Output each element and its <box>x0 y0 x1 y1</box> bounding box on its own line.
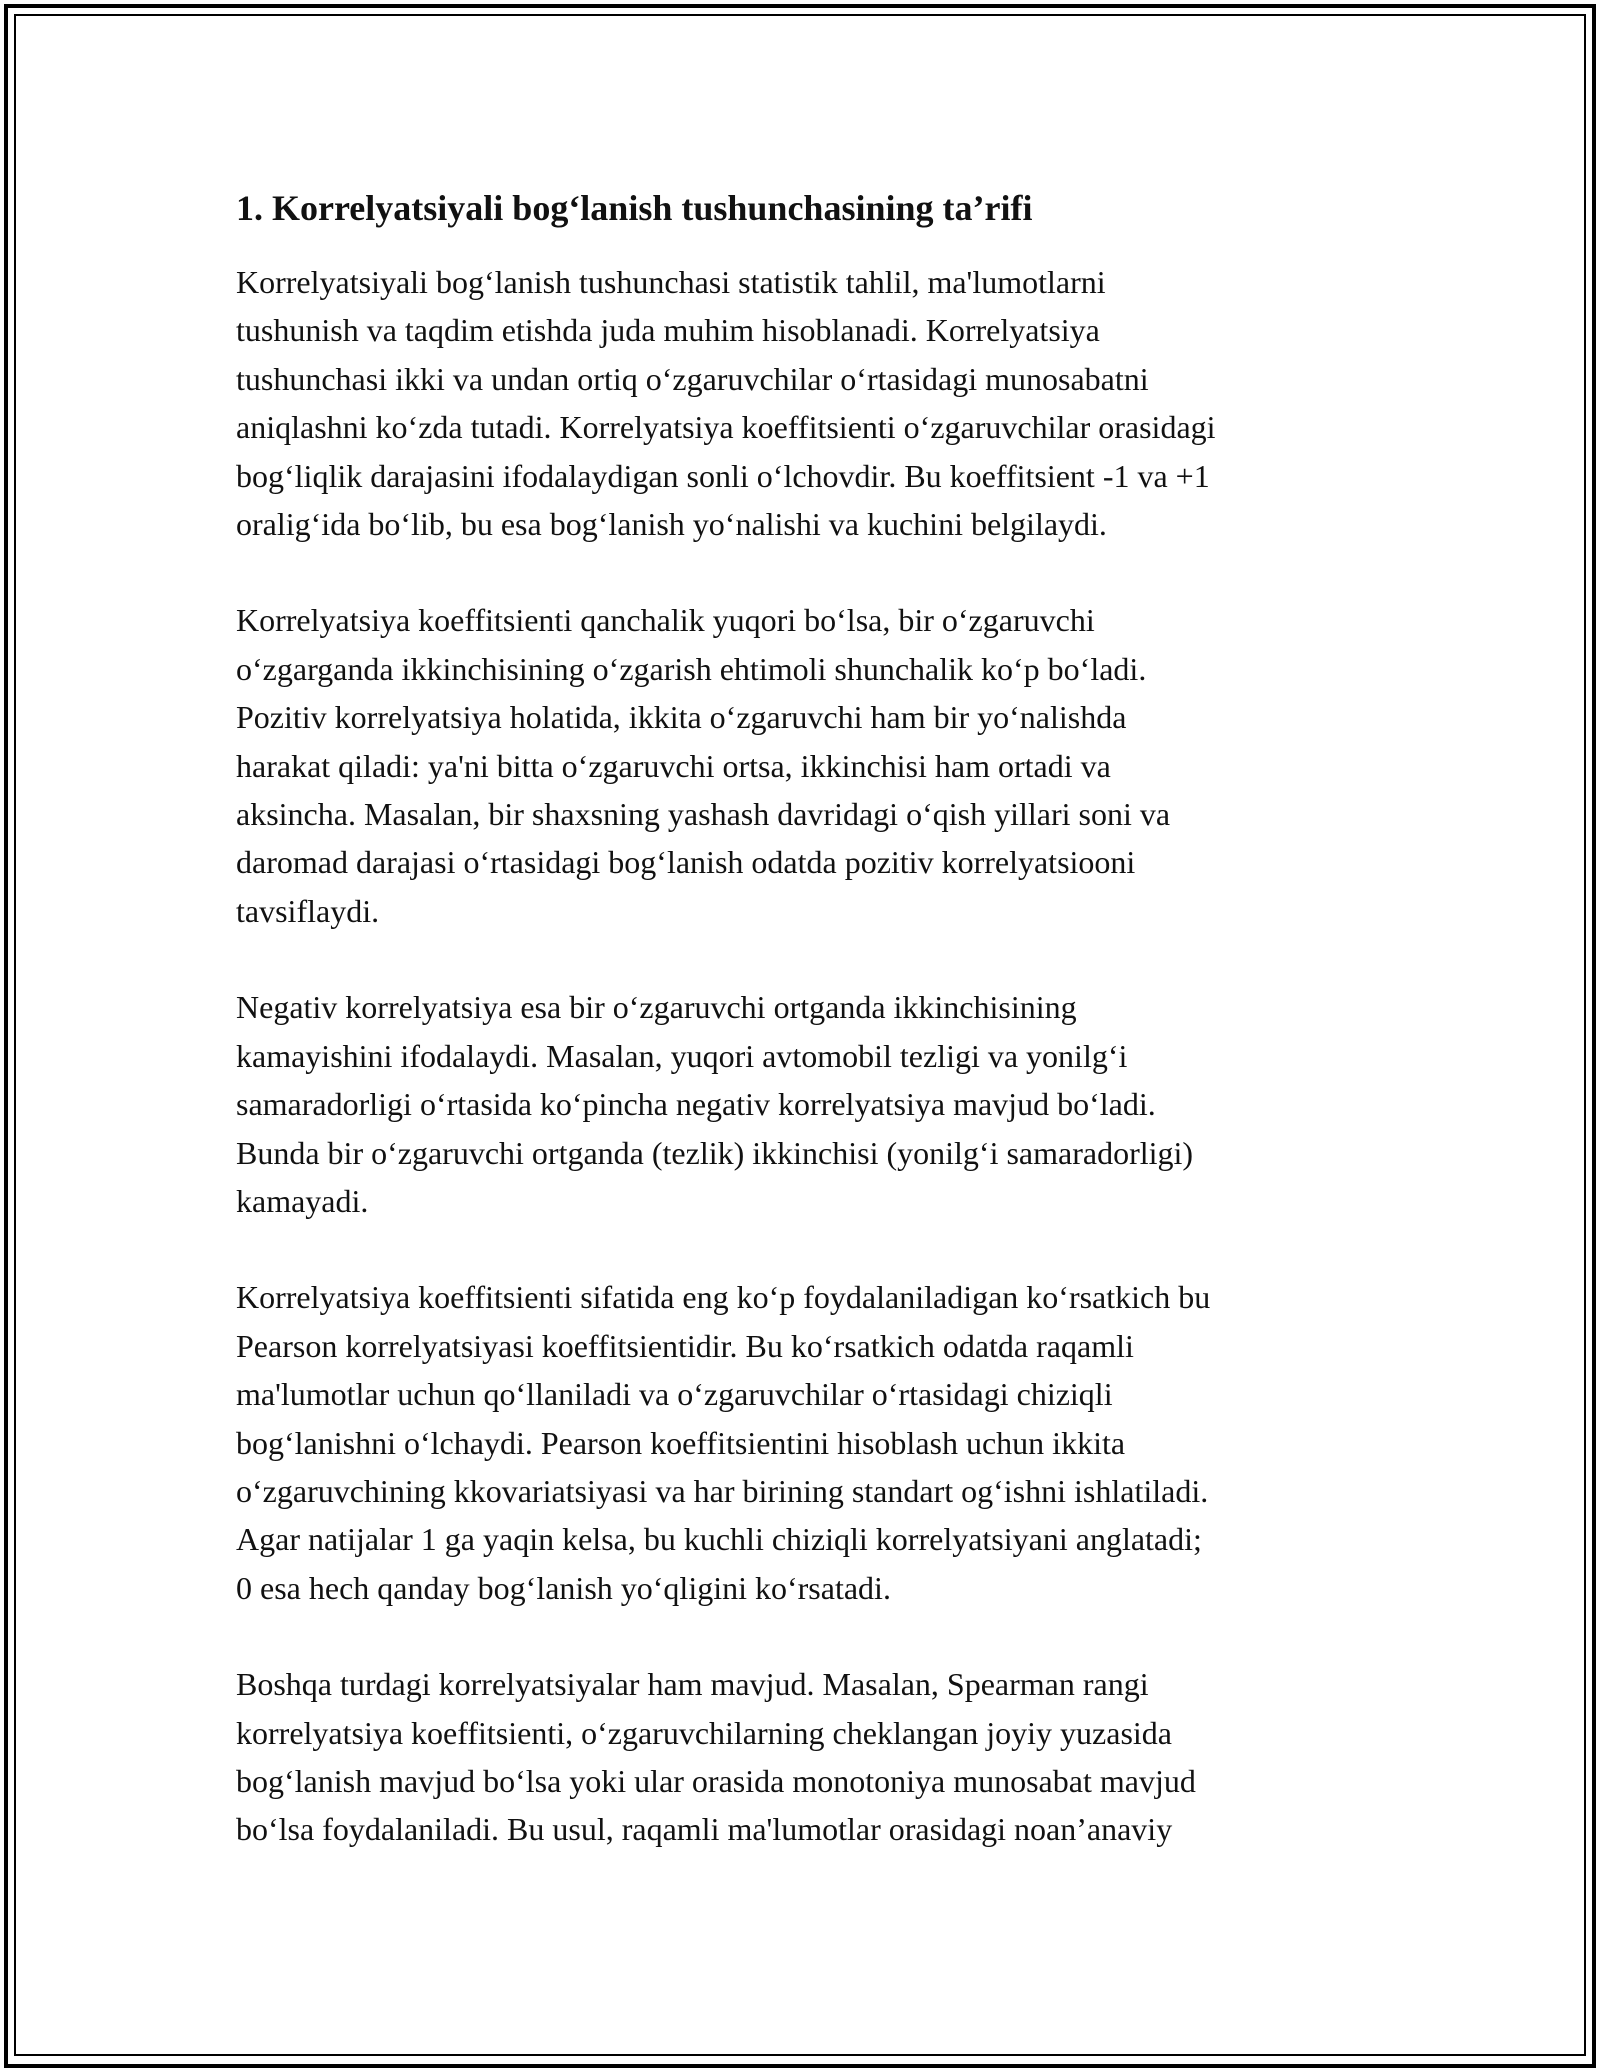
paragraph-line: Negativ korrelyatsiya esa bir o‘zgaruvchi ortganda ikkinchisining <box>236 989 1077 1026</box>
paragraph-line: tavsiflaydi. <box>236 892 380 929</box>
paragraph-line: Pozitiv korrelyatsiya holatida, ikkita o‘zgaruvchi ham bir yo‘nalishda <box>236 699 1127 736</box>
paragraph-line: aksincha. Masalan, bir shaxsning yashash davridagi o‘qish yillari soni va <box>236 796 1171 833</box>
paragraph-line: Agar natijalar 1 ga yaqin kelsa, bu kuchli chiziqli korrelyatsiyani anglatadi; <box>236 1521 1202 1558</box>
section-heading: 1. Korrelyatsiyali bog‘lanish tushunchasining ta’rifi <box>236 188 1033 228</box>
paragraph-line: oralig‘ida bo‘lib, bu esa bog‘lanish yo‘nalishi va kuchini belgilaydi. <box>236 506 1107 543</box>
paragraph-2 <box>236 596 1366 935</box>
paragraph-1 <box>236 258 1366 548</box>
paragraph-line: o‘zgarganda ikkinchisining o‘zgarish ehtimoli shunchalik ko‘p bo‘ladi. <box>236 650 1147 687</box>
paragraph-line: bo‘lsa foydalaniladi. Bu usul, raqamli ma'lumotlar orasidagi noan’anaviy <box>236 1811 1173 1848</box>
paragraph-line: Pearson korrelyatsiyasi koeffitsientidir. Bu ko‘rsatkich odatda raqamli <box>236 1327 1134 1364</box>
paragraph-line: o‘zgaruvchining kkovariatsiyasi va har birining standart og‘ishni ishlatiladi. <box>236 1472 1209 1509</box>
paragraph-line: kamayadi. <box>236 1182 369 1219</box>
paragraph-line: tushunish va taqdim etishda juda muhim hisoblanadi. Korrelyatsiya <box>236 312 1100 349</box>
paragraph-3 <box>236 983 1366 1225</box>
paragraph-line: bog‘liqlik darajasini ifodalaydigan sonli o‘lchovdir. Bu koeffitsient -1 va +1 <box>236 457 1210 494</box>
paragraph-line: korrelyatsiya koeffitsienti, o‘zgaruvchilarning cheklangan joyiy yuzasida <box>236 1714 1172 1751</box>
paragraph-line: Korrelyatsiyali bog‘lanish tushunchasi statistik tahlil, ma'lumotlarni <box>236 264 1106 300</box>
paragraph-line: bog‘lanishni o‘lchaydi. Pearson koeffitsientini hisoblash uchun ikkita <box>236 1424 1126 1461</box>
paragraph-line: bog‘lanish mavjud bo‘lsa yoki ular orasida monotoniya munosabat mavjud <box>236 1762 1196 1799</box>
paragraph-line: daromad darajasi o‘rtasidagi bog‘lanish odatda pozitiv korrelyatsiooni <box>236 844 1136 881</box>
paragraph-line: samaradorligi o‘rtasida ko‘pincha negativ korrelyatsiya mavjud bo‘ladi. <box>236 1086 1156 1123</box>
document-body <box>236 186 1366 1902</box>
paragraph-line: kamayishini ifodalaydi. Masalan, yuqori avtomobil tezligi va yonilg‘i <box>236 1037 1128 1074</box>
paragraph-line: Korrelyatsiya koeffitsienti sifatida eng ko‘p foydalaniladigan ko‘rsatkich bu <box>236 1279 1211 1316</box>
paragraph-line: ma'lumotlar uchun qo‘llaniladi va o‘zgaruvchilar o‘rtasidagi chiziqli <box>236 1376 1113 1413</box>
paragraph-line: Bunda bir o‘zgaruvchi ortganda (tezlik) ikkinchisi (yonilg‘i samaradorligi) <box>236 1134 1194 1171</box>
paragraphs-container <box>236 258 1366 1854</box>
paragraph-line: Korrelyatsiya koeffitsienti qanchalik yuqori bo‘lsa, bir o‘zgaruvchi <box>236 602 1095 639</box>
paragraph-5 <box>236 1660 1366 1854</box>
paragraph-line: tushunchasi ikki va undan ortiq o‘zgaruvchilar o‘rtasidagi munosabatni <box>236 360 1149 397</box>
paragraph-line: Boshqa turdagi korrelyatsiyalar ham mavjud. Masalan, Spearman rangi <box>236 1666 1149 1703</box>
paragraph-line: 0 esa hech qanday bog‘lanish yo‘qligini ko‘rsatadi. <box>236 1569 891 1606</box>
paragraph-line: harakat qiladi: ya'ni bitta o‘zgaruvchi ortsa, ikkinchisi ham ortadi va <box>236 747 1111 784</box>
paragraph-line: aniqlashni ko‘zda tutadi. Korrelyatsiya koeffitsienti o‘zgaruvchilar orasidagi <box>236 409 1216 446</box>
paragraph-4 <box>236 1273 1366 1612</box>
